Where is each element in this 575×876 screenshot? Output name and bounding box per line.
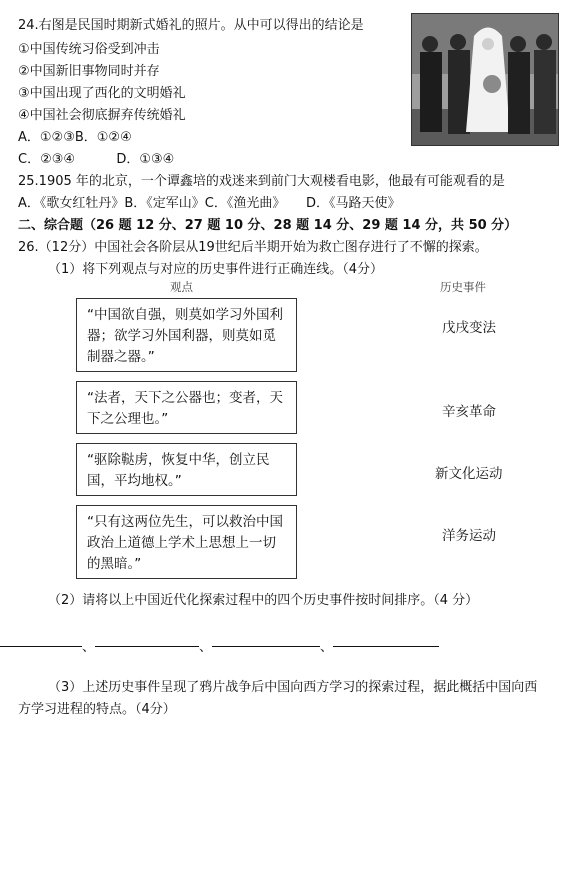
q24-stem: 24.右图是民国时期新式婚礼的照片。从中可以得出的结论是 (18, 18, 364, 33)
q24-options-line-2: C．②③④ D．①③④ (18, 152, 175, 167)
q26-part3-line-2: 方学习进程的特点。（4分） (18, 702, 176, 717)
q24-statement-3: ③中国出现了西化的文明婚礼 (18, 86, 186, 101)
viewpoint-box-4: “只有这两位先生，可以救治中国政治上道德上学术上思想上一切的黑暗。” (76, 505, 297, 579)
event-label-3: 新文化运动 (435, 466, 503, 482)
blank-separator-3: 、 (320, 640, 334, 655)
q24-options-line-1: A．①②③B．①②④ (18, 130, 132, 145)
answer-blank-4[interactable] (333, 646, 439, 647)
event-label-2: 辛亥革命 (442, 404, 496, 420)
answer-blank-3[interactable] (212, 646, 320, 647)
viewpoint-box-3: “驱除鞑虏，恢复中华，创立民国，平均地权。” (76, 443, 297, 496)
column-header-events: 历史事件 (440, 280, 486, 294)
viewpoint-box-1: “中国欲自强，则莫如学习外国利器；欲学习外国利器，则莫如觅制器之器。” (76, 298, 297, 372)
answer-blank-1[interactable] (0, 646, 82, 647)
q26-part3-line-1: （3）上述历史事件呈现了鸦片战争后中国向西方学习的探索过程，据此概括中国向西 (48, 680, 538, 695)
blank-separator-2: 、 (199, 640, 213, 655)
q24-statement-2: ②中国新旧事物同时并存 (18, 64, 160, 79)
viewpoint-box-2: “法者，天下之公器也；变者，天下之公理也。” (76, 381, 297, 434)
blank-separator-1: 、 (82, 640, 96, 655)
column-header-viewpoint: 观点 (170, 280, 193, 294)
q24-statement-1: ①中国传统习俗受到冲击 (18, 42, 160, 57)
q24-statement-4: ④中国社会彻底摒弃传统婚礼 (18, 108, 186, 123)
answer-blank-2[interactable] (95, 646, 199, 647)
wedding-photo (411, 13, 559, 146)
q25-stem: 25.1905 年的北京，一个谭鑫培的戏迷来到前门大观楼看电影，他最有可能观看的是 (18, 174, 505, 189)
event-label-1: 戊戌变法 (442, 320, 496, 336)
event-label-4: 洋务运动 (442, 528, 496, 544)
section-heading: 二、综合题（26 题 12 分、27 题 10 分、28 题 14 分、29 题 14 分，共 50 分） (18, 218, 518, 233)
wedding-photo-drawing (412, 14, 558, 145)
q25-options: A．《歌女红牡丹》B．《定军山》C．《渔光曲》 D．《马路天使》 (18, 196, 401, 211)
q26-part2: （2）请将以上中国近代化探索过程中的四个历史事件按时间排序。（4 分） (48, 593, 479, 608)
q26-part1: （1）将下列观点与对应的历史事件进行正确连线。（4分） (48, 262, 384, 277)
q26-stem: 26.（12分）中国社会各阶层从19世纪后半期开始为救亡图存进行了不懈的探索。 (18, 240, 488, 255)
